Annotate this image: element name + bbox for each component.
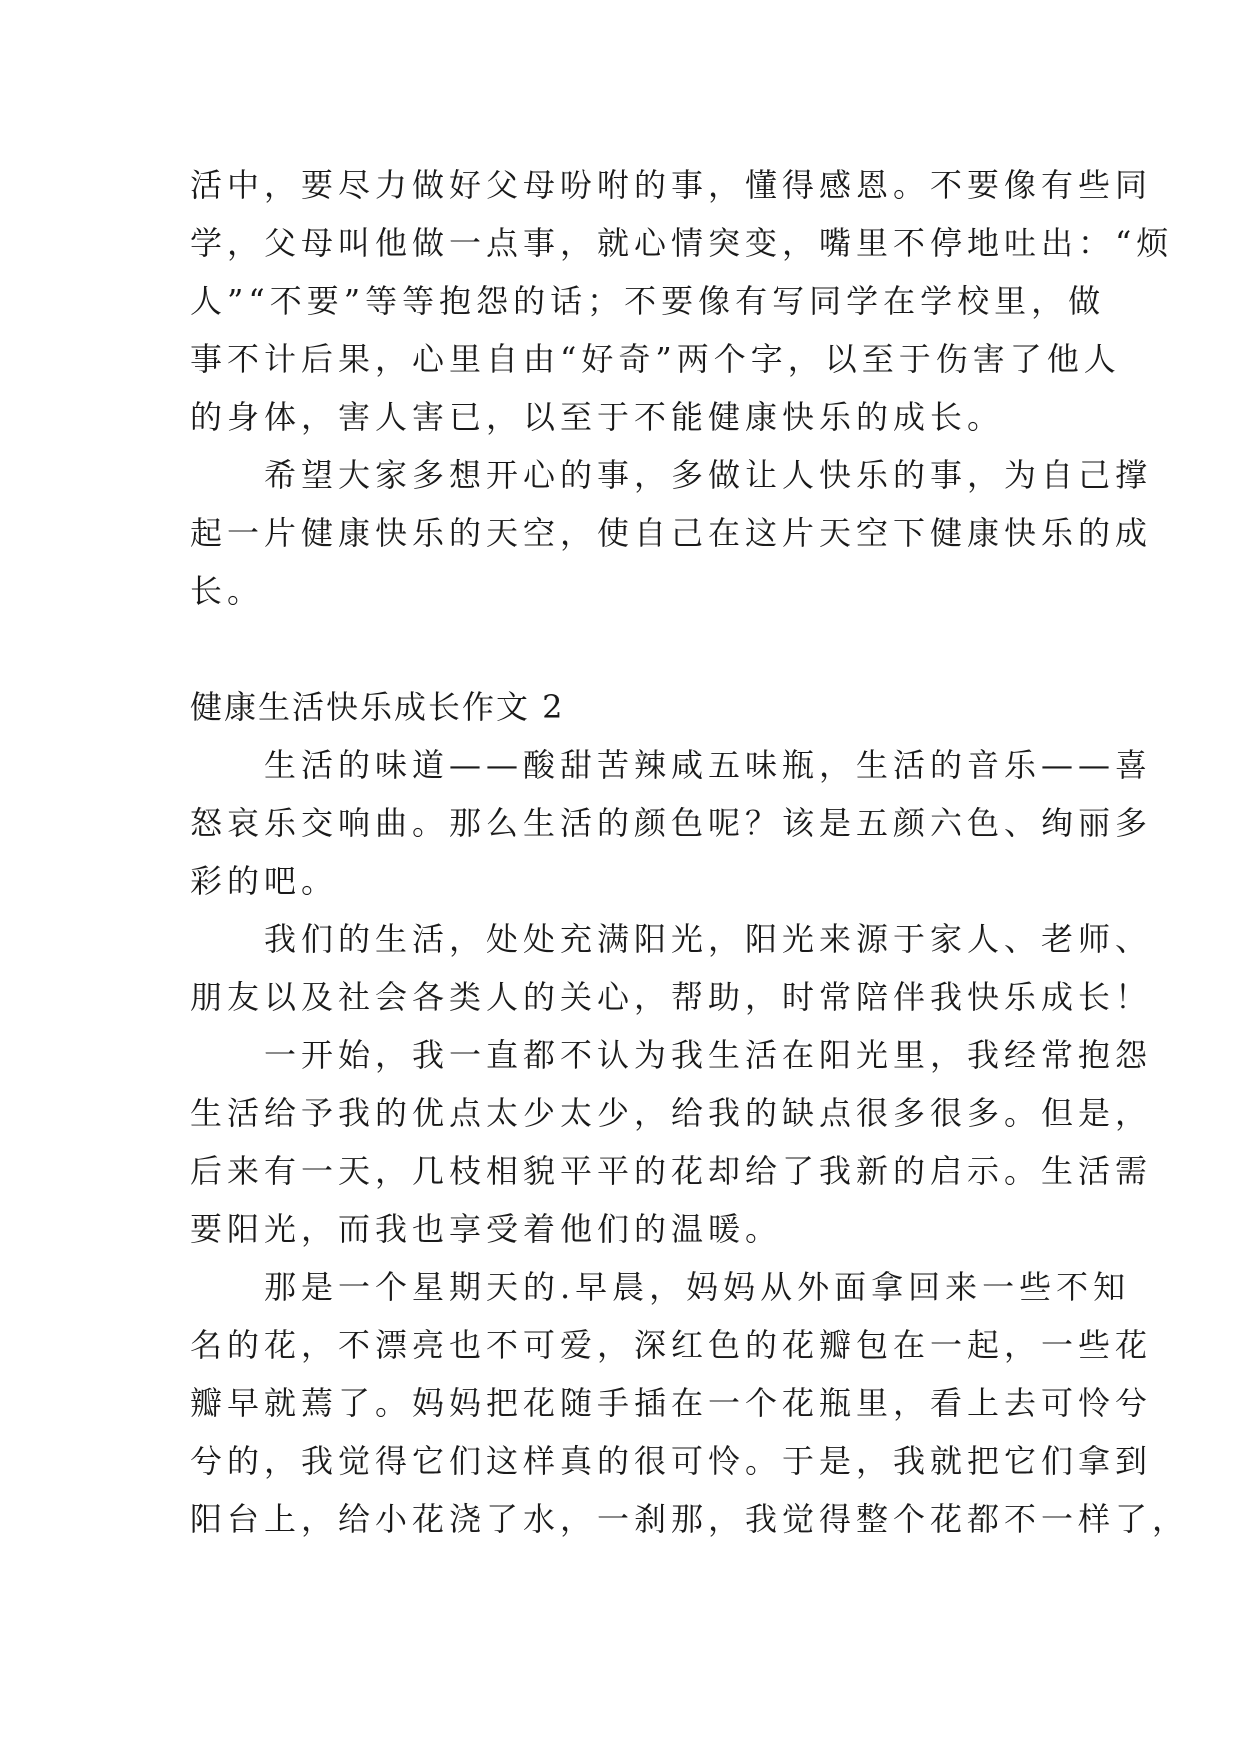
text-line: 我们的生活，处处充满阳光，阳光来源于家人、老师、 [264, 920, 1153, 958]
text-line: 要阳光，而我也享受着他们的温暖。 [190, 1210, 783, 1248]
text-line: 起一片健康快乐的天空，使自己在这片天空下健康快乐的成 [190, 514, 1153, 552]
text-line: 怒哀乐交响曲。那么生活的颜色呢？该是五颜六色、绚丽多 [190, 804, 1153, 842]
document-body [190, 156, 1190, 1548]
text-line: 长。 [190, 572, 265, 610]
text-line: 那是一个星期天的.早晨，妈妈从外面拿回来一些不知 [264, 1268, 1131, 1306]
text-line: 后来有一天，几枝相貌平平的花却给了我新的启示。生活需 [190, 1152, 1153, 1190]
text-line: 希望大家多想开心的事，多做让人快乐的事，为自己撑 [264, 456, 1153, 494]
text-line: 一开始，我一直都不认为我生活在阳光里，我经常抱怨 [264, 1036, 1153, 1074]
section-title: 健康生活快乐成长作文 2 [190, 688, 565, 726]
text-line: 活中，要尽力做好父母吩咐的事，懂得感恩。不要像有些同 [190, 166, 1153, 204]
text-line: 瓣早就蔫了。妈妈把花随手插在一个花瓶里，看上去可怜兮 [190, 1384, 1153, 1422]
text-line: 学，父母叫他做一点事，就心情突变，嘴里不停地吐出：“烦 [190, 224, 1174, 262]
text-line: 生活的味道——酸甜苦辣咸五味瓶，生活的音乐——喜 [264, 746, 1153, 784]
text-line: 名的花，不漂亮也不可爱，深红色的花瓣包在一起，一些花 [190, 1326, 1153, 1364]
text-line: 人”“不要”等等抱怨的话；不要像有写同学在学校里，做 [190, 282, 1106, 320]
text-line: 事不计后果，心里自由“好奇”两个字，以至于伤害了他人 [190, 340, 1121, 378]
paragraph-gap [190, 620, 1070, 678]
text-line: 兮的，我觉得它们这样真的很可怜。于是，我就把它们拿到 [190, 1442, 1153, 1480]
text-line: 阳台上，给小花浇了水，一刹那，我觉得整个花都不一样了， [190, 1500, 1190, 1538]
text-line: 彩的吧。 [190, 862, 339, 900]
text-line: 朋友以及社会各类人的关心，帮助，时常陪伴我快乐成长！ [190, 978, 1153, 1016]
text-line: 的身体，害人害已，以至于不能健康快乐的成长。 [190, 398, 1005, 436]
text-line: 生活给予我的优点太少太少，给我的缺点很多很多。但是， [190, 1094, 1153, 1132]
